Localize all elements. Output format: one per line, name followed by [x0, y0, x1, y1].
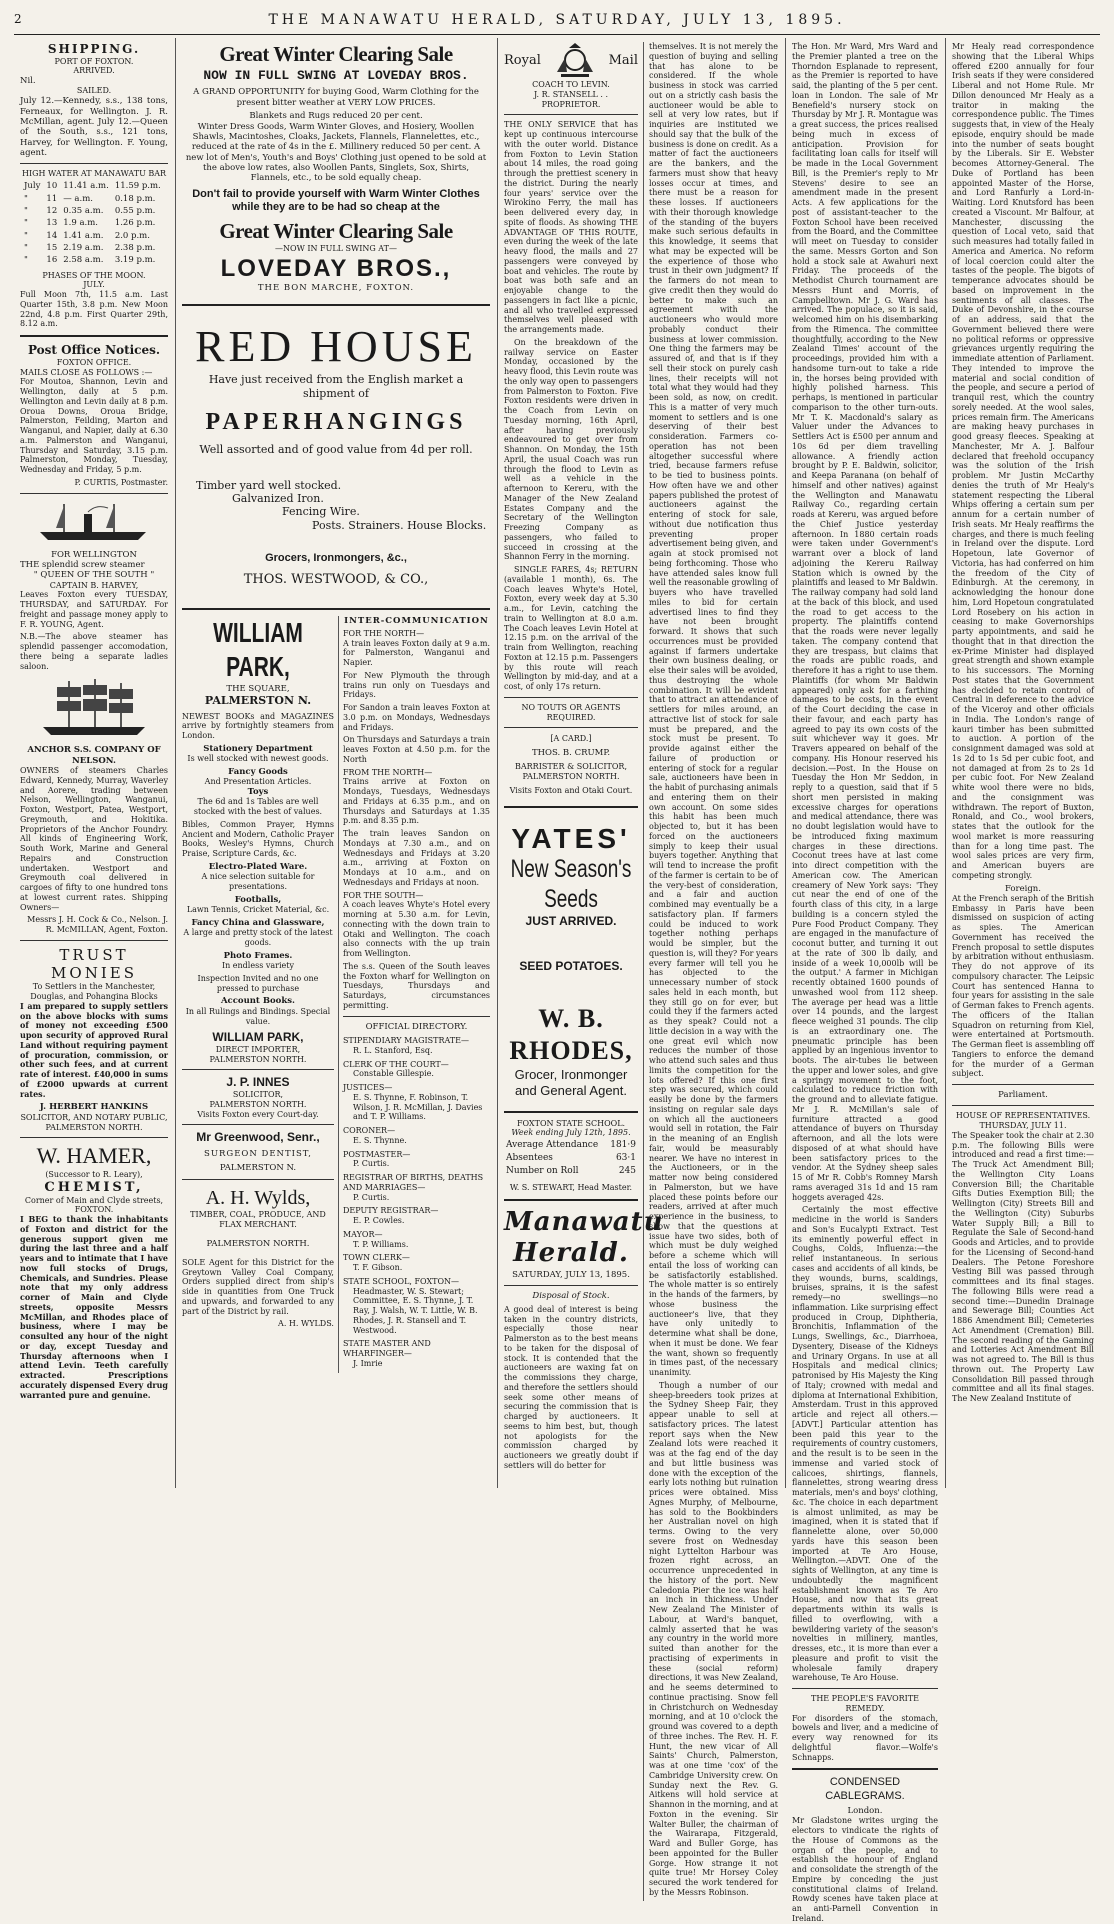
postmaster: P. CURTIS, Postmaster.: [74, 477, 168, 487]
directory-name: P. Curtis.: [352, 1159, 390, 1169]
column-cables: [946, 38, 1100, 1488]
fancy-goods: Fancy Goods: [228, 766, 288, 777]
directory-name: E. S. Thynne, F. Robinson, T. Wilson, J. R. McMillan, J. Davies and T. P. Williams.: [352, 1092, 483, 1122]
mails-text: For Moutoa, Shannon, Levin and Wellington, daily at 5 p.m. Wellington and Levin daily at 8 p.m. Oroua Downs, Oroua Bridge, Palmerston, Feilding, Marton and Wanganui, and Napier, daily at 6.30 a.m. Palmerston and Wanganui, Thursday and Saturday, 3.15 p.m. Palmerston, Monday, Tuesday, Wednesday and Friday, 5 p.m.: [20, 377, 168, 475]
directory-role: CORONER—: [342, 1126, 396, 1136]
electro-text: A nice selection suitable for presentations.: [201, 872, 315, 892]
herbert-sub: SOLICITOR, AND NOTARY PUBLIC, PALMERSTON NORTH.: [20, 1112, 168, 1132]
bibles: Bibles, Common Prayer, Hymns Ancient and Modern, Catholic Prayer Books, Wesley's Hymns, Church Praise, Scripture Cards, &c.: [182, 819, 334, 859]
head-master: W. S. STEWART, Head Master.: [509, 1182, 633, 1192]
tide-row: [22, 194, 163, 204]
north-4: On Thursdays and Saturdays a train leaves Foxton at 4.50 p.m. for the North: [342, 735, 490, 764]
news-text-2: Certainly the most effective medicine in the world is Sanders and Son's Eucalypti Extract. Test its eminently powerful effect in Coughs, Colds, Influenza:—the relief instantaneous. In serious cases and accidents of all kinds, be they wounds, burns, scaldings, bruises, sprains, it is the safest remedy—no swellings—no inflammation. Like surprising effect produced in Croup, Diphtheria, Bronchitis, Inflammation of the Lungs, Swellings, &c., Diarrhoea, Dysentery, Disease of the Kidneys and Urinary Organs. In use at all Hospitals and medical clinics; patronised by His Majesty the King of Italy; crowned with medal and diploma at International Exhibition, Amsterdam. Trust in this approved article and reject all others.—[ADVT.] Particular attention has been paid this year to the requirements of country customers, and the result is to be seen in the immense and varied stock of calicoes, shirtings, flannels, flannelettes, strong wearing dress materials, men's and boys' clothing, &c. The choice in each department is almost unlimited, as may be imagined, when it is stated that if flannelette alone, over 50,000 yards have this season been imported at Te Aro House, Wellington.—ADVT. One of the sights of Wellington, at any time is undoubtedly the magnificent establishment known as Te Aro House, and now that its great departments within its walls is filled to overflowing, with a bewildering variety of the season's novelties in millinery, mantles, dresses, etc., it is more than ever a pleasure and profit to visit the wholesale family drapery warehouse, Te Aro House.: [792, 1205, 939, 1683]
north-2: For New Plymouth the through trains run only on Tuesdays and Fridays.: [342, 670, 490, 700]
fencing: Fencing Wire.: [282, 505, 360, 519]
coach-ad: [504, 42, 664, 1901]
tide-cell: July: [24, 181, 41, 192]
directory-role: DEPUTY REGISTRAR—: [342, 1206, 439, 1216]
post-office-sub: FOXTON OFFICE.: [56, 357, 132, 367]
photo-frames: Photo Frames.: [223, 950, 293, 961]
captain: CAPTAIN B. HARVEY,: [49, 580, 139, 590]
south-2: The s.s. Queen of the South leaves the Foxton wharf for Wellington on Tuesdays, Thursdays and Saturdays, circumstances permitting.: [342, 961, 490, 1010]
sailed-text: July 12.—Kennedy, s.s., 138 tons, Ferneaux, for Wellington. J. R. McMillan, agent. July 12.—Queen of the South, s.s., 121 tons, Harvey, for Wellington. F. Young, agent.: [20, 96, 168, 159]
directory-role: JUSTICES—: [342, 1083, 393, 1093]
tide-row: [22, 206, 163, 216]
stationery: Stationery Department: [203, 743, 313, 754]
trust-sub: To Settlers in the Manchester, Douglas, and Pohangina Blocks: [30, 982, 158, 1002]
disposal-text: A good deal of interest is being taken in the country districts, especially those near Palmerston as to the best means to be taken for the disposal of stock. It is contended that the auctioneers are waxing fat on the commissions they charge, and therefore the settlers should seek some other means of securing the commission that is charged by auctioneers. It seems to him best, but, though not apologists for the commission charged by auctioneers we greatly doubt if settlers will do better for: [504, 1304, 638, 1470]
tide-cell: ": [24, 230, 28, 241]
toys: Toys: [247, 787, 269, 798]
for-north: FOR THE NORTH—: [342, 628, 425, 638]
directory-name: J. Imrie: [352, 1358, 383, 1368]
disposal-heading: Disposal of Stock.: [532, 1291, 610, 1302]
moon-month: JULY.: [83, 280, 105, 290]
arrived-text: Nil.: [20, 76, 36, 87]
timber: Timber yard well stocked.: [196, 478, 342, 492]
for-wellington: FOR WELLINGTON: [51, 549, 137, 560]
school-title: FOXTON STATE SCHOOL.: [516, 1118, 626, 1128]
stansell: J. R. STANSELL . . PROPRIETOR.: [533, 89, 609, 109]
parliament-text: The Speaker took the chair at 2.30 p.m. The following Bills were introduced and read a first time:—The Truck Act Amendment Bill; the Wellington City Loans Conversion Bill; the Charitable Gifts Duties Exemption Bill; the Wellington (City) Streets Bill and the Wellington (City) Suburbs Water Supply Bill; a Bill to Regulate the Sale of Second-hand Goods and Articles, and to provide for the Licensing of Second-hand Dealers. The Petone Foreshore Vesting Bill was passed through committees and its final stages. The following Bills were read a second time:—Dunedin Drainage and Sewerage Bill; Counties Act 1886 Amendment Bill; Cemeteries Act Amendment (Cremation) Bill. The second reading of the Gaming and Lotteries Act Amendment Bill was not agreed to. The Bill is thus thrown out. The Property Law Consolidation Bill passed through committee and all its final stages. The New Zealand Institute of: [952, 1130, 1094, 1404]
china: Fancy China and Glassware,: [191, 917, 325, 928]
tide-cell: 2.38 p.m.: [114, 242, 156, 253]
peoples-remedy: THE PEOPLE'S FAVORITE REMEDY.: [810, 1694, 920, 1713]
directory-role: POSTMASTER—: [342, 1149, 411, 1159]
attendance-value: 63·1: [615, 1152, 636, 1163]
william-park: WILLIAM PARK,: [213, 616, 303, 682]
anchor-company: ANCHOR S.S. COMPANY OF NELSON.: [27, 745, 161, 766]
tide-cell: 12: [46, 205, 58, 216]
stationery-text: Is well stocked with newest goods.: [187, 754, 329, 764]
dont-fail: Don't fail to provide yourself with Warm Winter Clothes while they are to be had so cheap at the: [192, 187, 480, 214]
from-north-2: The train leaves Sandon on Mondays at 7.30 a.m., and on Wednesdays and Fridays at 3.20 a.m., arriving at Foxton on Mondays at 10 a.m., and on Wednesdays and Fridays at noon.: [342, 829, 490, 887]
coach-text-2: On the breakdown of the railway service on Easter Monday, occasioned by the heavy flood, this Levin route was the only way open to passengers from Palmerston to Foxton. Five Foxton residents were driven in the Coach from Levin on Tuesday morning, 16th April, after having previously endeavoured to get over from Shannon. On Monday, the 15th April, the usual Coach was run through the flood to Levin as well as a vehicle in the afternoon to Kereru, with the Manager of the New Zealand Estates Company and the Secretary of the Wellington Freezing Company as passengers, who failed to succeed in crossing at the Shannon Ferry in the morning.: [504, 337, 638, 562]
official-directory: OFFICIAL DIRECTORY.: [365, 1021, 468, 1032]
house-reps: HOUSE OF REPRESENTATIVES.: [955, 1111, 1091, 1121]
trust-monies: TRUST MONIES: [51, 945, 137, 983]
directory-role: MAYOR—: [342, 1229, 383, 1239]
tide-cell: ": [24, 193, 28, 204]
innes-solicitor: SOLICITOR,: [232, 1090, 284, 1099]
cables-text: Mr Healy read correspondence showing that the Liberal Whips offered £200 annually for four Irish seats if they were considered Liberal and not Home Rule. Mr Dillon denounced Mr Healy as a traitor in making the correspondence public. The Times suggests that, in view of the Healy episode, enquiry should be made into the number of seats bought by the Liberals. Sir E. Webster becomes Attorney-General. The Duke of Portland has been appointed Master of the Horse, and Lord Ranfurly a Lord-in-Waiting. Lord Knutsford has been created a Viscount. Mr Balfour, at Manchester, discussing the question of Local veto, said that such measures had totally failed in America and America. No reform of local coercion could alter the tastes of the people. The bigots of temperance advocates should be based on improvement in the sentiments of all classes. The Duke of Devonshire, in the course of an address, said that the Government believed there were no political reforms or oppressive grievances urgently requiring the immediate attention of Parliament. They intended to improve the material and social condition of the people, and secure a period of tranquil rest, which the country sorely needed. At the wool sales, prices remain firm. The Americans are making heavy purchases in good greasy fleeces. Speaking at Manchester, Mr A. J. Balfour declared that freehold occupancy was the solution of the Irish problem. Mr Justin McCarthy denies the truth of Mr Healy's statement respecting the Liberal Whips offering a certain sum per annum for a certain number of Irish seats. Mr Healy reaffirms the charges, and there is much feeling in Ireland over the dispute. Lord Hopetoun, late Governor of Victoria, has had conferred on him the freedom of the City of Edinburgh. At the ceremony, in acknowledging the honour done him, Lord Hopetoun congratulated Lord Rosebery on his action in ceasing to make Governorships party appointments, and said he thought that in that direction the ex-Prime Minister had displayed great strength and shown example to his successors. The Morning Post states that the Government has decided to retain control of Central in deference to the advice of the Viceroy and other officials in India. The London's range of kauri timber has been submitted to auction. A portion of the consignment damaged was sold at 1s 2d to 1s 5d per cubic foot, and not damaged at from 2s to 2s 1d per cubic foot. For New Zealand white wool there were no bids, and the consignment was withdrawn. The report of Buxton, Ronald, and Co., wool brokers, states that the outlook for the wool market is more reassuring than for a long time past. The wool sales prices are very firm, and American buyers are competing strongly.: [952, 42, 1094, 880]
rhodes-trade: Grocer, Ironmonger and General Agent.: [514, 1066, 628, 1098]
fancy-sub: And Presentation Articles.: [204, 777, 312, 787]
top-rule: [14, 34, 1100, 35]
south-1: A coach leaves Whyte's Hotel every morning at 5.30 a.m. for Levin, connecting with the down train to Otaki and Wellington. The coach also connects with the up train from Wellington.: [342, 900, 490, 959]
winter-text: Winter Dress Goods, Warm Winter Gloves, and Hosiery, Woollen Shawls, Macintoshes, Cloaks, Jackets, Flannels, Flannelettes, etc., reduced at the rate of 4s in the £. Millinery reduced 50 per cent. A new lot of Men's, Youth's and Boys' Clothing just opened to be sold at the above low rates, also Woollen Pants, Singlets, Sox, Shirts, Flannels, etc., to be sold equally cheap.: [185, 121, 487, 184]
william-park-2: WILLIAM PARK,: [212, 1030, 304, 1045]
grocers: Grocers, Ironmongers, &c.,: [265, 552, 407, 565]
queen-of-south: " QUEEN OF THE SOUTH ": [33, 570, 155, 581]
chemist-address: Corner of Main and Clyde streets, FOXTON.: [24, 1195, 164, 1215]
parliament: Parliament.: [998, 1090, 1048, 1101]
tide-cell: 2.58 a.m.: [63, 255, 104, 266]
clearing-sale-sub: NOW IN FULL SWING AT LOVEDAY BROS.: [203, 67, 469, 83]
directory-name: Headmaster, W. S. Stewart; Committee, E. S. Thynne, J. T. Ray, J. Walsh, W. T. Little, W. B. Rhodes, J. R. Stansell and T. Westwood.: [352, 1286, 478, 1335]
directory-role: STIPENDIARY MAGISTRATE—: [342, 1036, 469, 1046]
directory-role: TOWN CLERK—: [342, 1253, 410, 1263]
mail-label: Mail: [608, 53, 638, 69]
photo-text: In endless variety: [221, 961, 294, 971]
fares: SINGLE FARES, 4s; RETURN (available 1 month), 6s. The Coach leaves Whyte's Hotel, Foxton, every week day at 5.30 a.m., for Levin, catching the train to Wellington at 8.0 a.m. The Coach leaves Levin Hotel at 12.15 p.m. on the arrival of the train from Wellington, reaching Foxton at 12.15 p.m. Passengers by this route will reach Wellington by mid-day, and at a cost, of only 17s return.: [504, 565, 638, 691]
for-south: FOR THE SOUTH—: [342, 890, 424, 900]
tide-cell: 0.18 p.m.: [114, 193, 156, 204]
china-text: A large and pretty stock of the latest goods.: [183, 928, 333, 948]
week-ending: Week ending July 12th, 1895.: [511, 1128, 631, 1138]
hamer-text: I BEG to thank the inhabitants of Foxton and district for the generous support given me during the last three and a half years and to intimate that I have now full stocks of Drugs, Chemicals, and Sundries. Please note that my only address corner of Main and Clyde streets, opposite Messrs McMillan, and Rhodes place of business, where I may be consulted any hour of the night or day, except Tuesday and Thursday afternoons when I attend Levin. Teeth carefully extracted. Prescriptions accurately dispensed Every drug warranted pure and genuine.: [20, 1214, 168, 1400]
posts: Posts. Strainers. House Blocks.: [312, 518, 487, 532]
westwood: THOS. WESTWOOD, & CO.,: [243, 571, 429, 587]
tide-cell: 1.41 a.m.: [63, 230, 104, 241]
tide-cell: 2.19 a.m.: [63, 242, 104, 253]
tide-cell: 11: [46, 193, 58, 204]
directory-role: STATE MASTER AND WHARFINGER—: [342, 1339, 431, 1359]
mails-close: MAILS CLOSE AS FOLLOWS :—: [20, 367, 153, 377]
crump-visits: Visits Foxton and Otaki Court.: [509, 785, 633, 795]
foreign: Foreign.: [1005, 883, 1041, 894]
dentist: SURGEON DENTIST,: [204, 1148, 312, 1159]
clearing-text: A GRAND OPPORTUNITY for buying Good, Warm Clothing for the present bitter weather at VERY LOW PRICES.: [193, 87, 479, 108]
tide-cell: 0.55 p.m.: [114, 205, 156, 216]
directory-role: STATE SCHOOL, FOXTON—: [342, 1276, 460, 1286]
steamer-icon: [34, 500, 154, 544]
greenwood: Mr Greenwood, Senr.,: [196, 1130, 320, 1145]
trust-text: I am prepared to supply settlers on the above blocks with sums of money not exceeding £500 upon security of approved Rural Land without requiring payment of procuration, commission, or other such fees, and at current rate of interest. £40,000 in sums of £2000 upwards at current rates.: [20, 1000, 168, 1099]
attendance-table: [504, 1138, 638, 1179]
directory-name: P. Curtis.: [352, 1192, 390, 1202]
clearing-sale-title-2: Great Winter Clearing Sale: [219, 218, 453, 243]
tide-table: [20, 179, 165, 268]
shipping-heading: SHIPPING.: [47, 42, 141, 56]
loveday-bros: LOVEDAY BROS.,: [220, 254, 452, 282]
paperhangings: PAPERHANGINGS: [205, 408, 467, 435]
pn-4: PALMERSTON N.: [219, 1163, 297, 1174]
herald-date: SATURDAY, JULY 13, 1895.: [512, 1270, 630, 1281]
directory-name: E. P. Cowles.: [352, 1216, 405, 1226]
seed-potatoes: SEED POTATOES.: [519, 958, 623, 973]
just-arrived: JUST ARRIVED.: [525, 914, 617, 929]
wylds-sig: A. H. WYLDS.: [278, 1319, 334, 1329]
leaves-text: Leaves Foxton every TUESDAY, THURSDAY, and SATURDAY. For freight and passage money apply to F. R. YOUNG, Agent.: [20, 590, 168, 629]
arrived-heading: ARRIVED.: [73, 66, 115, 76]
attendance-label: Number on Roll: [506, 1165, 579, 1176]
peoples-text: For disorders of the stomach, bowels and liver, and a medicine of every way renowned for its delightful flavor.—Wolfe's Schnapps.: [792, 1713, 938, 1762]
high-water-heading: HIGH WATER AT MANAWATU BAR: [21, 169, 167, 179]
tide-cell: 1.26 p.m.: [114, 218, 156, 229]
column-coach: [498, 38, 784, 1897]
tide-cell: ": [24, 255, 28, 266]
attendance-row: [506, 1166, 636, 1177]
sole-agent: SOLE Agent for this District for the Greytown Valley Coal Company, Orders supplied direct from ship's side in quantities from One Truck and upwards, and forwarded to any part of the District by rail.: [182, 1257, 334, 1316]
tide-cell: ": [24, 218, 28, 229]
anchor-agents: Messrs J. H. Cock & Co., Nelson. J. R. McMILLAN, Agent, Foxton.: [27, 915, 168, 935]
port-heading: PORT OF FOXTON.: [54, 56, 134, 66]
attendance-label: Average Attendance: [506, 1140, 599, 1151]
london: London.: [847, 1806, 883, 1817]
crump: THOS. B. CRUMP.: [531, 748, 611, 758]
barrister: BARRISTER & SOLICITOR,: [514, 762, 627, 772]
tide-row: [22, 181, 163, 191]
royal-arms-icon: [553, 42, 597, 80]
assorted: Well assorted and of good value from 4d per roll.: [199, 443, 473, 457]
directory-role: REGISTRAR OF BIRTHS, DEATHS AND MARRIAGES—: [342, 1173, 484, 1192]
pn-5: PALMERSTON NORTH.: [206, 1239, 310, 1250]
electro: Electro-Plated Ware.: [208, 861, 308, 872]
tide-cell: 10: [46, 181, 58, 192]
red-house-sub: Have just received from the English market a shipment of: [208, 373, 464, 400]
royal-label: Royal: [504, 53, 541, 69]
tide-cell: 0.35 a.m.: [63, 205, 104, 216]
the-square: THE SQUARE,: [226, 683, 290, 694]
tide-cell: 11.41 a.m.: [63, 181, 109, 192]
wylds-trade: TIMBER, COAL, PRODUCE, AND FLAX MERCHANT.: [190, 1209, 326, 1229]
north-1: A train leaves Foxton daily at 9 a.m. for Palmerston, Wanganui and Napier.: [342, 638, 490, 668]
tide-cell: ": [24, 242, 28, 253]
chemist: CHEMIST,: [44, 1179, 144, 1195]
editorial-text-2: Though a number of our sheep-breeders took prizes at the Sydney Sheep Fair, they appear unable to sell at satisfactory prices. The latest report says when the New Zealand lots were reached it was at the fag end of the day and but little business was done with the exception of the early lots nothing but ruination prices were obtained. Miss Agnes Murphy, of Melbourne, has sold to the Bookbinders her Australian novel on high terms. Owing to the very severe frost on Wednesday night Lyttelton Harbour was frozen right across, an occurrence unprecedented in the history of the port. New Caledonia Pier the ice was half an inch in thickness. Under New Zealand The Minister of Labour, at Ward's banquet, calmly asserted that he was any country in the world more suited than another for the practising of experiments in these (social reform) directions, it was New Zealand, and he seems determined to continue practising. Snow fell in Christchurch on Wednesday morning, and at 10 o'clock the ground was covered to a depth of three inches. The Rev. H. F. Hunt, the new vicar of All Saints' Church, Palmerston, was at one time 'cox' of the Cambridge University crew. On Sunday next the Rev. G. Aitkens will hold service at Shannon in the morning, and at Foxton in the evening. Sir Walter Buller, the chairman of the Wairarapa, Fitzgerald, Ward and Buller Gorge, has been appointed for the Buller Gorge. How strange it not quite true! Mr Horsey Coley secured the work tendered for by the Messrs Robinson.: [649, 1380, 778, 1897]
clearing-sale-title: Great Winter Clearing Sale: [219, 42, 453, 66]
inspection: Inspection Invited and no one pressed to purchase: [197, 973, 319, 993]
galvanized: Galvanized Iron.: [232, 492, 324, 506]
a-card: [A CARD.]: [550, 734, 592, 744]
toys-text: The 6d and 1s Tables are well stocked with the best of values.: [193, 797, 323, 817]
inter-heading: INTER-COMMUNICATION: [344, 615, 489, 626]
anchor-text: OWNERS of steamers Charles Edward, Kennedy, Murray, Waverley and Aorere, trading between Nelson, Wellington, Wanganui, Foxton, Westport, Patea, Westport, Greymouth, and Hokitika. Proprietors of the Anchor Foundry. All kinds of Engineering Work, South Work, Marine and General Repairs and Construction undertaken. Westport and Greymouth coal delivered in cargoes of fifty to one hundred tons at lowest current rates. Shipping Owners—: [20, 766, 168, 912]
tide-row: [22, 218, 163, 228]
tide-cell: 14: [46, 230, 58, 241]
crump-pn: PALMERSTON NORTH.: [522, 772, 620, 782]
page-number: 2: [14, 12, 26, 26]
tide-row: [22, 255, 163, 265]
bon-marche: THE BON MARCHE, FOXTON.: [257, 283, 415, 294]
now-full-swing: —NOW IN FULL SWING AT—: [275, 244, 397, 254]
column-news: [786, 38, 944, 1923]
directory-name: T. P. Williams.: [352, 1239, 409, 1249]
innes: J. P. INNES: [226, 1075, 290, 1090]
condensed-cablegrams: CONDENSED CABLEGRAMS.: [825, 1776, 905, 1802]
park-column: [182, 616, 339, 1373]
pn-3: PALMERSTON NORTH.: [209, 1099, 307, 1109]
directory-name: T. F. Gibson.: [352, 1263, 403, 1273]
from-north-1: Trains arrive at Foxton on Mondays, Tuesdays, Wednesdays and Fridays at 6.35 p.m., and on Thursdays and Saturdays at 1.35 p.m. and 8.35 p.m.: [342, 777, 490, 826]
intercommunication: [343, 616, 490, 1373]
tide-cell: — a.m.: [63, 193, 93, 204]
moon-heading: PHASES OF THE MOON.: [42, 270, 146, 280]
column-ads: [176, 38, 496, 1488]
palmerston-n: PALMERSTON N.: [204, 694, 312, 708]
sailed-heading: SAILED.: [76, 86, 112, 96]
thursday: THURSDAY, JULY 11.: [979, 1121, 1067, 1131]
hamer-sub: (Successor to R. Leary),: [45, 1170, 143, 1180]
attendance-value: 181·9: [610, 1140, 636, 1151]
newest-books: NEWEST BOOKs and MAGAZINES arrive by fortnightly steamers from London.: [182, 711, 334, 741]
directory-list: [343, 1036, 490, 1369]
hamer-name: W. HAMER,: [36, 1143, 152, 1169]
tide-row: [22, 231, 163, 241]
direct-importer: DIRECT IMPORTER,: [215, 1044, 301, 1054]
account-text: In all Rulings and Bindings. Special value.: [185, 1006, 331, 1026]
splendid: THE splendid screw steamer: [20, 559, 145, 570]
herbert-hankins: J. HERBERT HANKINS: [39, 1102, 149, 1113]
new-seeds: New Season's Seeds: [510, 856, 632, 914]
directory-name: E. S. Thynne.: [352, 1135, 407, 1145]
wylds: A. H. Wylds,: [205, 1186, 311, 1209]
north-3: For Sandon a train leaves Foxton at 3.0 p.m. on Mondays, Wednesdays and Fridays.: [342, 703, 490, 732]
nb-text: N.B.—The above steamer has splendid passenger accomodation, there being a separate ladies saloon.: [20, 632, 168, 671]
coach-text: THE ONLY SERVICE that has kept up continuous intercourse with the outer world. Distance from Foxton to Levin Station about 14 miles, the road going through the prettiest scenery in the district. During the nearly four years' service over the Wirokino Ferry, the mail has been delivered every day, in spite of floods. As showing THE ADVANTAGE OF THIS ROUTE, even during the week of the late heavy flood, the mails and 27 passengers were conveyed by boat and vehicles. The route by boat was both safe and an enjoyable change to the passengers in fact like a picnic, and all who travelled expressed themselves well pleased with the arrangements made.: [504, 120, 638, 334]
red-house: RED HOUSE: [195, 321, 477, 371]
editorial-column: [644, 42, 778, 1901]
account-books: Account Books.: [220, 996, 295, 1007]
directory-name: Constable Gillespie.: [352, 1069, 434, 1079]
tide-cell: 11.59 p.m.: [114, 181, 161, 192]
attendance-row: [506, 1153, 636, 1164]
gladstone: Mr Gladstone writes urging the electors to vindicate the rights of the House of Commons as the organ of the people, and to establish the honour of England and consolidate the strength of the Empire by conceding the just constitutional claims of Ireland. Rowdy scenes have taken place at an anti-Parnell Convention in Ireland.: [792, 1816, 938, 1923]
footballs-text: Lawn Tennis, Cricket Material, &c.: [186, 905, 330, 915]
coach-to-levin: COACH TO LEVIN.: [532, 80, 610, 89]
news-text: The Hon. Mr Ward, Mrs Ward and the Premier planted a tree on the Thorndon Esplanade to represent, as the Premier is reported to have said, the planting of the 5 per cent. loan in London. The sale of Mr Benefield's nursery stock on Thursday by Mr J. R. Montague was a great success, the prices realised being much in excess of anticipation. Provision for facilitating loan calls for itself will be made in the Local Government Bill, is the Premier's reply to Mr Stevens' desire to see an amendment made in the present Acts. A few applications for the post of assistant-teacher to the Foxton School have been received from the Board, and the Committee will meet on Tuesday to consider the same. Messrs Gorton and Son hold a stock sale at Awahuri next Friday. The proceeds of the Methodist Church tournament are Messrs Hunt and Morris, of Campbelltown. Mr J. G. Ward has arrived. The populace, so it is said, welcomed him on his disembarking from the Rimenca. The committee thoughtfully, according to the New Zealand Times' account of the proceedings, provided him with a handsome turn-out to take a ride in, the horses being provided with highly polished harness. This perhaps, is mentioned in particular comparison to the other turn-outs. Mr T. K. Macdonald's salary as Valuer under the Advances to Settlers Act is £500 per annum and 10s 6d per diem travelling allowance. A friendly action brought by P. E. Baldwin, solicitor, and Keepa Paranana (on behalf of himself and other natives) against the Wellington and Manawatu Railway Co., regarding certain roads at Kereru, was argued before the Chief Justice yesterday afternoon. In 1880 certain roads were taken under Government's warrant over a block of land adjoining the Kereru Railway Station which is owned by the plaintiffs and leased to Mr Baldwin. The railway company had sold land at the back of this block, and used the road to get access to the property. The plaintiffs contend that the roads were never legally taken. The company contend that they are trespass, but claims that the roads are public roads, and therefore it has a right to use them. Plaintiffs (for whom Mr Baldwin appeared) only ask for a farthing damages to be costs, in the event of the Court deciding the case in their favour, and each party has agreed to pay its own costs of the suit whichever way it goes. Mr Travers appeared on behalf of the company. His Honour reserved his decision.—Post. In the House on Tuesday the Hon Mr Seddon, in reply to a question, said that if 5 short men persisted in making excessive charges for operations and medical attendance, there was no doubt legislation would have to be introduced fixing maximum charges in these directions. Coconut trees have at last come into direct competition with the American cow. The American creamery of New York says: 'They cut near the end of one of the fourth class of this city, in a large building is a concern styled the Pure Food Product Company. They are engaged in the manufacture of coconut butter, and turning it out at the rate of 300 lb daily, and inside of a week 10,000lb will be the output.' A farmer in Michigan recently obtained 1600 pounds of unwashed wool from 112 sheep. The average per head was a little over 14 pounds, and the largest fleece weighed 31 pounds. The clip is an extraordinary one. The pneumatic principle has been applied by an ingenious inventor to boots. The air-tubes lie between the upper and lower soles, and give a springy movement to the foot, calculated to reduce friction with the ground and to alleviate fatigue. Mr J. R. McMillan's sale of furniture attracted a good attendance of buyers on Thursday afternoon, and all the lots were disposed of at what should have been satisfactory prices to the vendor. At the Sydney sheep sales 15 of Mr R. Cobb's Romney Marsh rams averaged 31s 1d and 15 ram hoggets averaged 42s.: [792, 42, 938, 1202]
tide-cell: 13: [46, 218, 58, 229]
tide-cell: 15: [46, 242, 58, 253]
blankets: Blankets and Rugs reduced 20 per cent.: [249, 111, 423, 122]
directory-role: CLERK OF THE COURT—: [342, 1059, 449, 1069]
attendance-row: [506, 1140, 636, 1151]
column-shipping: [14, 38, 174, 1488]
newspaper-title: THE MANAWATU HERALD, SATURDAY, JULY 13, 1895.: [268, 12, 846, 28]
editorial-text: themselves. It is not merely the question of buying and selling that has alone to be considered. If the whole business in stock was carried out on a strictly cash basis the auctioneer would be able to sell at very low rates, but if inquiries are instituted we should say that the bulk of the business is done on credit. As a matter of fact the auctioneers are the bankers, and the farmers must show that heavy losses occur at times, and there must be a reason for these losses. If auctioneers with their thorough knowledge of the standing of the buyers make such serious defaults in this knowledge, it seems that what may be expected will be the experience of those who trust in their own judgment? If the farmers do not mean to give credit then they would do better to make such an agreement with the auctioneers who would more probably conduct their business at lower commission. One thing the farmers may be assured of, and that is if they sell their stock on purely cash lines, their receipts will not total what they would had they been sold, as now, on credit. This is a matter of very much moment to settlers and is one deserving of their best consideration. Farmers co-operation has not been altogether successful where tried, because farmers refuse to be tied to business points. How often have we and other papers published the protest of auctioneers against the entering of stock for sale, without due notification thus preventing proper advertisement being given, and again at stock promised not being forthcoming. Those who have attended sales know full well the reasonable growling of buyers who have travelled miles to bid for certain advertised lines to find they have not been brought forward. It shows that such occurrences must be provided against if farmers undertake their own business dealing, or else their sales will be avoided, thus destroying the whole combination. It will be evident that to attract an attendance of settlers for miles around, an attractive list of stock for sale must be prepared, and the stock must be present. To provide against either the failure of production or entering of stock for a regular sale, auctioneers have been in the habit of purchasing animals and entering them on their own account. On some sides this habit has been much objected to, but it has been forced on the auctioneers simply to keep their usual buyers together. Anything that will tend to increase the profit of the farmer is certain to be of the very-best of consideration, and a fair and auction combined may eventually be a satisfactory plan. If farmers could be induced to work together nothing perhaps would be simpler, but the question is, will they? For years every farmer will tell you he has objected to the unnecessary number of stock sales held in each month, but they still go on for ever, but could they if the farmers acted as they speak? Could not a little decision in a way with the one great evil which now reduces the number of those who attend such sales and thus limits the competition for the lots offered? If this one first step was secured, which could easily be done by the farmers insisting on regular sale days on which all the auctioneers would sell in rotation, the Fair in the meaning of an English fair, would be measurably nearer. We have no interest in the Auctioneers, or in the matter now being considered in Palmerston, but we have placed these points before our readers, arrived at after much experience in the business, to show that the questions at issue have two sides, both of which must be duly weighed before a scheme which will entail the loss of working can be satisfactorily established. The whole matter is so entirely in the hands of the farmers, by whose business the auctioneer's live, that they have only unitedly to determine what shall be done, when it must be done. We fear the want, shown so frequently in times past, of the necessary unanimity.: [649, 42, 778, 1377]
tide-cell: 16: [46, 255, 58, 266]
tide-cell: 1.9 a.m.: [63, 218, 98, 229]
from-north: FROM THE NORTH—: [342, 767, 433, 777]
foreign-text: At the French seraph of the British Embassy in Paris have been dismissed on suspicion of acting as spies. The American Government has received the French proposal to settle disputes by arbitration without enthusiasm. They do not approve of its compulsory character. The Leipsic Court has sentenced Hanna to four years for assisting in the sale of German fakes to French agents. The officers of the Italian Squadron on returning from Kiel, were entertained at Portsmouth. The German fleet is assembling off Tangiers to enforce the demand for the murder of a German subject.: [952, 893, 1094, 1079]
tide-cell: ": [24, 205, 28, 216]
innes-visits: Visits Foxton every Court-day.: [197, 1109, 319, 1119]
no-touts: NO TOUTS OR AGENTS REQUIRED.: [521, 702, 621, 722]
attendance-value: 245: [618, 1165, 636, 1176]
moon-text: Full Moon 7th, 11.5 a.m. Last Quarter 15th, 3.8 p.m. New Moon 22nd, 4.8 p.m. First Quarter 29th, 8.12 a.m.: [20, 290, 168, 329]
footballs: Footballs,: [234, 894, 282, 905]
tide-row: [22, 243, 163, 253]
tide-cell: 2.0 p.m.: [114, 230, 150, 241]
herald-title: Manawatu Herald.: [504, 1206, 664, 1269]
directory-name: R. L. Stanford, Esq.: [352, 1045, 433, 1055]
post-office-heading: Post Office Notices.: [27, 343, 161, 358]
yates: YATES': [511, 822, 631, 854]
attendance-label: Absentees: [506, 1152, 553, 1163]
rhodes: W. B. RHODES,: [509, 1004, 633, 1066]
tide-cell: 3.19 p.m.: [114, 255, 156, 266]
pn-2: PALMERSTON NORTH.: [209, 1054, 307, 1064]
sailing-ship-icon: [39, 677, 149, 739]
